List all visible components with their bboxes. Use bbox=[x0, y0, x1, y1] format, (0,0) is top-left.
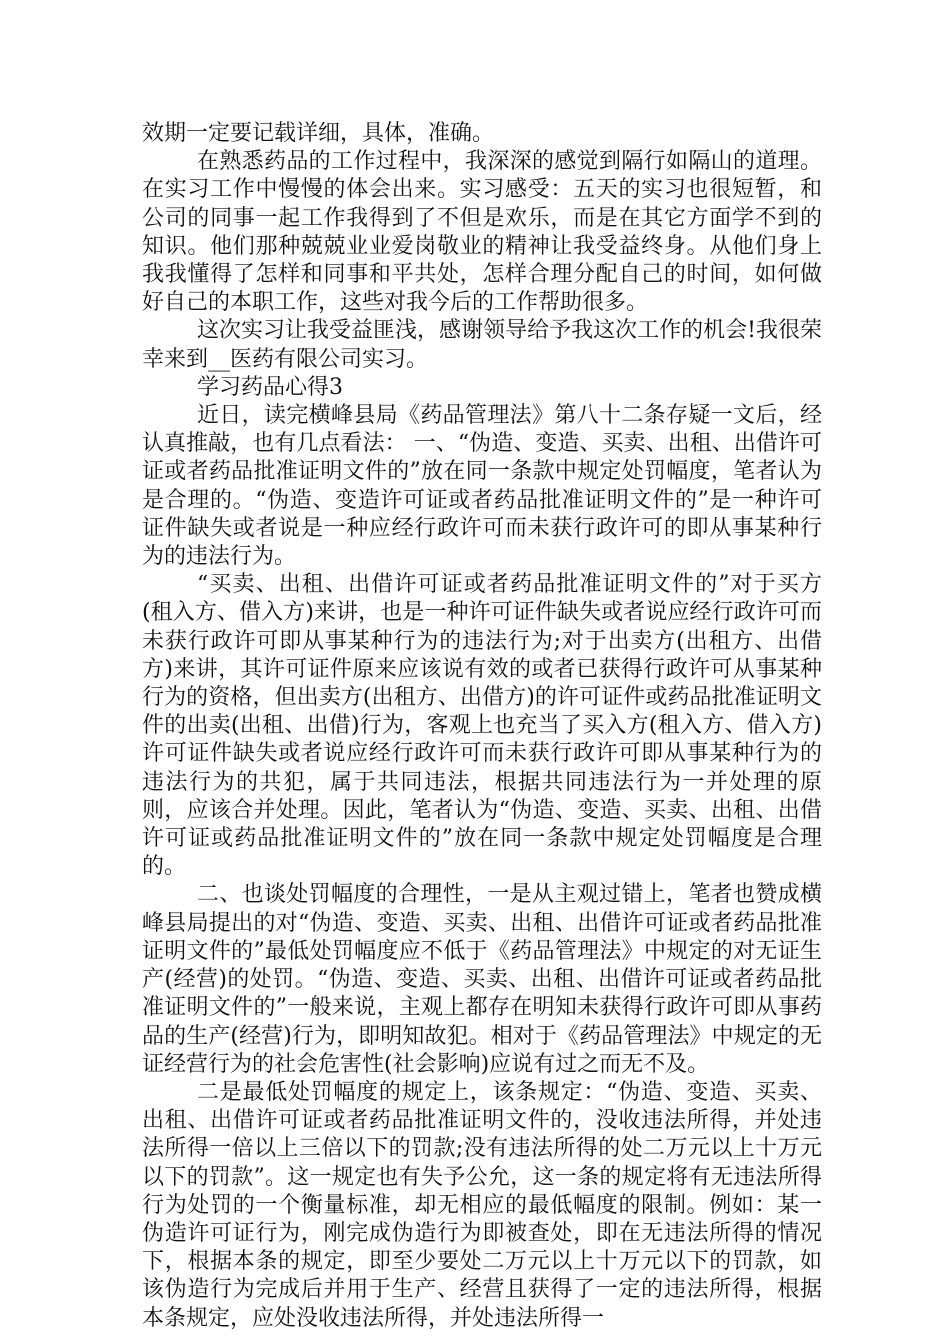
paragraph-intro-views: 近日，读完横峰县局《药品管理法》第八十二条存疑一文后，经认真推敲，也有几点看法： 一、“伪造、变造、买卖、出租、出借许可证或者药品批准证明文件的”放在同一条款中规定处罚幅度，笔者认为是合理的。“伪造、变造许可证或者药品批准证明文件的”是一种许可证件缺失或者说是一种应经行政许可而未获行政许可的即从事某种行为的违法行为。 bbox=[142, 403, 822, 570]
section-heading: 学习药品心得3 bbox=[197, 374, 343, 400]
paragraph-minimum-penalty: 二是最低处罚幅度的规定上，该条规定：“伪造、变造、买卖、出租、出借许可证或者药品批准证明文件的，没收违法所得，并处违法所得一倍以上三倍以下的罚款;没有违法所得的处二万元以上十万元以下的罚款”。这一规定也有失予公允，这一条的规定将有无违法所得行为处罚的一个衡量标准，却无相应的最低幅度的限制。例如：某一伪造许可证行为，刚完成伪造行为即被查处，即在无违法所得的情况下，根据本条的规定，即至少要处二万元以上十万元以下的罚款，如该伪造行为完成后并用于生产、经营且获得了一定的违法所得，根据本条规定，应处没收违法所得，并处违法所得一 bbox=[142, 1079, 822, 1331]
paragraph-penalty-rationality: 二、也谈处罚幅度的合理性，一是从主观过错上，笔者也赞成横峰县局提出的对“伪造、变造、买卖、出租、出借许可证或者药品批准证明文件的”最低处罚幅度应不低于《药品管理法》中规定的对无证生产(经营)的处罚。“伪造、变造、买卖、出租、出借许可证或者药品批准证明文件的”一般来说，主观上都存在明知未获得行政许可即从事药品的生产(经营)行为，即明知故犯。相对于《药品管理法》中规定的无证经营行为的社会危害性(社会影响)应说有过之而无不及。 bbox=[142, 882, 822, 1077]
document-body bbox=[142, 120, 822, 1333]
paragraph-internship-feeling: 在熟悉药品的工作过程中，我深深的感觉到隔行如隔山的道理。在实习工作中慢慢的体会出来。实习感受：五天的实习也很短暂，和公司的同事一起工作我得到了不但是欢乐，而是在其它方面学不到的知识。他们那种兢兢业业爱岗敬业的精神让我受益终身。从他们身上我我懂得了怎样和同事和平共处，怎样合理分配自己的时间，如何做好自己的本职工作，这些对我今后的工作帮助很多。 bbox=[142, 149, 822, 316]
paragraph-continuation: 效期一定要记载详细，具体，准确。 bbox=[142, 121, 495, 146]
paragraph-buy-sell-rent: “买卖、出租、出借许可证或者药品批准证明文件的”对于买方(租入方、借入方)来讲，也是一种许可证件缺失或者说应经行政许可而未获行政许可即从事某种行为的违法行为;对于出卖方(出租方、出借方)来讲，其许可证件原来应该说有效的或者已获得行政许可从事某种行为的资格，但出卖方(出租方、出借方)的许可证件或药品批准证明文件的出卖(出租、出借)行为，客观上也充当了买入方(租入方、借入方)许可证件缺失或者说应经行政许可而未获行政许可即从事某种行为的违法行为的共犯，属于共同违法，根据共同违法行为一并处理的原则，应该合并处理。因此，笔者认为“伪造、变造、买卖、出租、出借许可证或药品批准证明文件的”放在同一条款中规定处罚幅度是合理的。 bbox=[142, 572, 822, 880]
paragraph-thanks: 这次实习让我受益匪浅，感谢领导给予我这次工作的机会!我很荣幸来到__医药有限公司实习。 bbox=[142, 318, 822, 372]
